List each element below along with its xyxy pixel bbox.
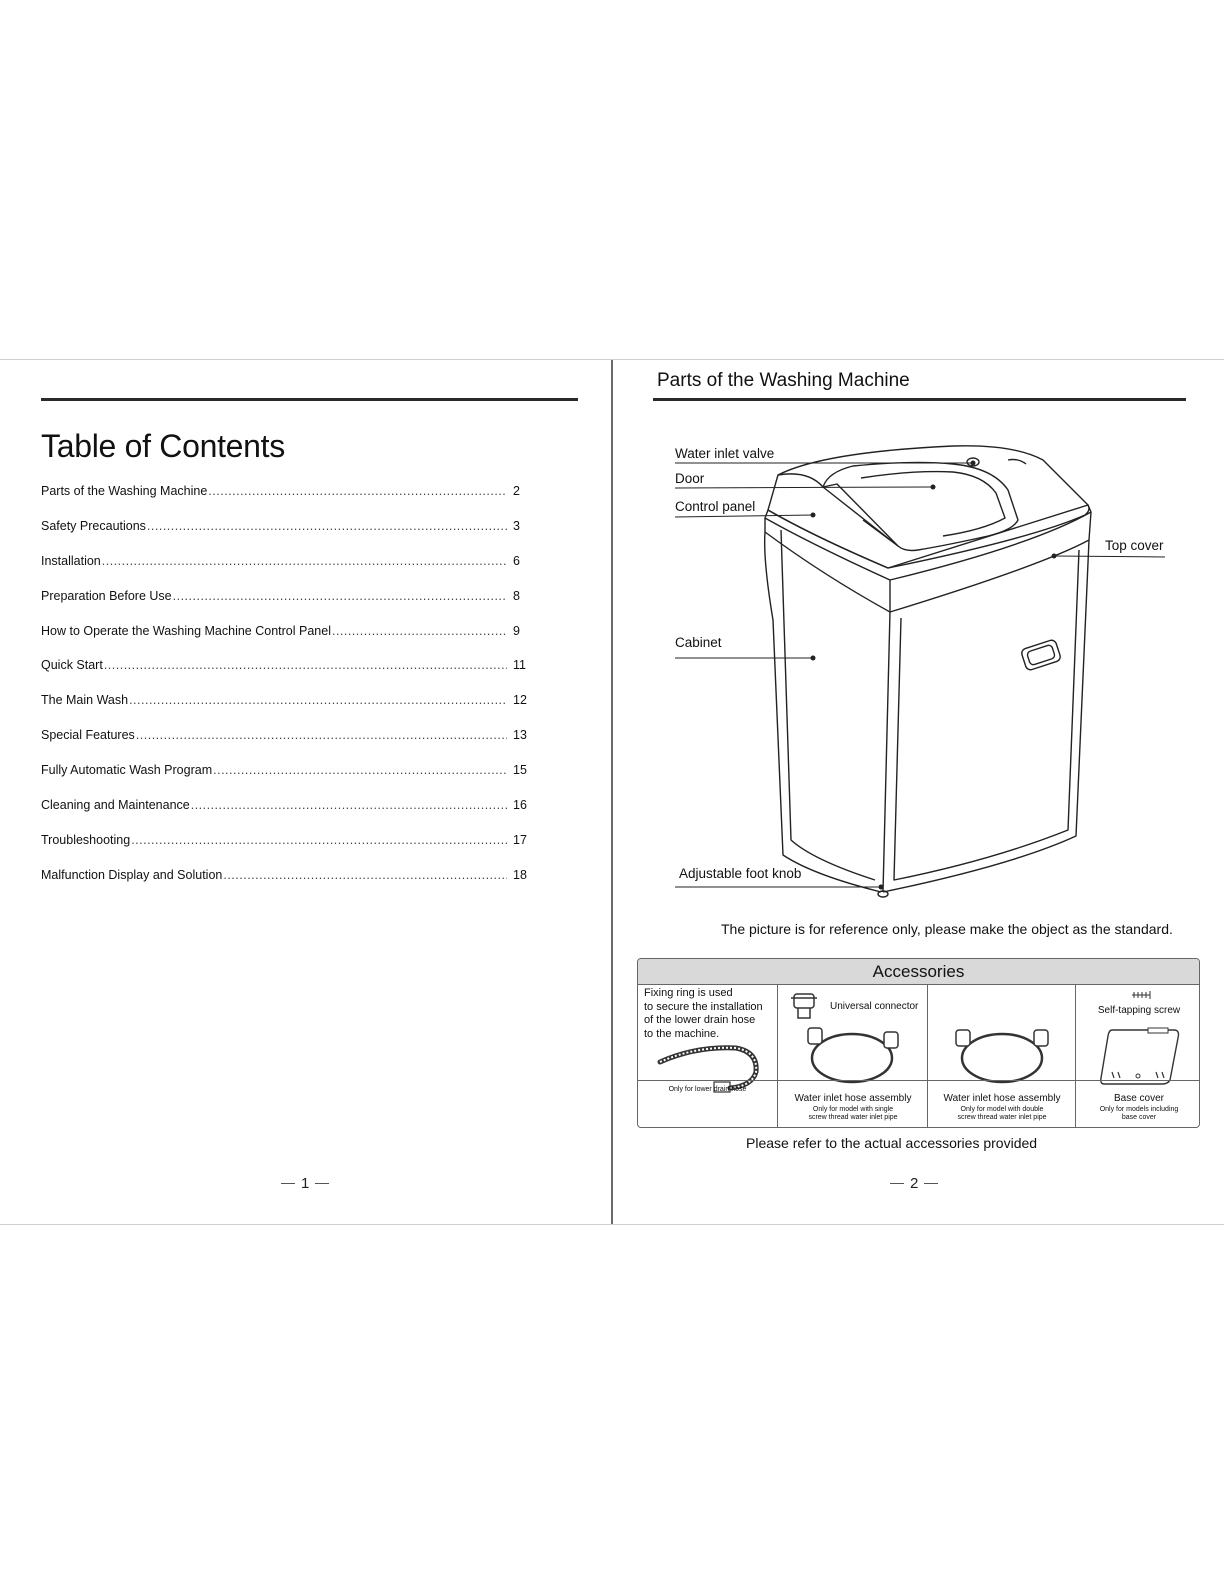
- double-hose-caption: Water inlet hose assembly: [943, 1093, 1061, 1104]
- screw-label: Self-tapping screw: [1097, 1005, 1181, 1016]
- toc-entry-page: 17: [513, 832, 527, 847]
- toc-entry[interactable]: [41, 658, 529, 693]
- cabinet-side-inner: [894, 550, 1079, 880]
- toc-leader: [136, 728, 507, 742]
- accessories-heading: Accessories: [638, 959, 1199, 985]
- accessories-refer-note: Please refer to the actual accessories provided: [746, 1135, 1038, 1151]
- screw-icon: [1130, 990, 1156, 1000]
- toc-leader: [208, 484, 507, 498]
- callout-top-cover: Top cover: [1105, 538, 1164, 553]
- page-number-value: 2: [910, 1175, 919, 1192]
- cabinet-front-corner: [883, 612, 890, 892]
- callout-adjustable-foot-knob: Adjustable foot knob: [679, 866, 802, 881]
- accessory-base-cover: [1075, 984, 1200, 1128]
- callout-control-panel: Control panel: [675, 499, 756, 514]
- top-lid-outline: [768, 446, 1089, 568]
- page-dash: [924, 1183, 938, 1184]
- fixing-ring-line: to the machine.: [644, 1027, 720, 1040]
- accessories-divider: [638, 1080, 1200, 1081]
- callout-water-inlet-valve: Water inlet valve: [675, 446, 775, 461]
- toc-entry[interactable]: [41, 554, 529, 589]
- toc-entry-page: 11: [513, 658, 526, 673]
- toc-entry-page: 6: [513, 553, 520, 568]
- side-handle-inner: [1026, 644, 1055, 665]
- lid-recess-left: [778, 474, 823, 487]
- toc-entry-label: Parts of the Washing Machine: [41, 484, 208, 498]
- toc-entry-label: Preparation Before Use: [41, 588, 172, 603]
- toc-entry[interactable]: [41, 798, 529, 833]
- page-dash: [890, 1183, 904, 1184]
- reference-note: The picture is for reference only, please make the object as the standard.: [721, 921, 1173, 937]
- base-cover-caption: Base cover: [1113, 1093, 1165, 1104]
- fixing-ring-note: Only for lower drain hose: [668, 1086, 747, 1093]
- toc-leader: [332, 624, 507, 638]
- toc-entry-label: How to Operate the Washing Machine Control Panel: [41, 623, 331, 638]
- toc-list: [41, 484, 529, 903]
- inlet-hose-double-icon: [952, 1024, 1052, 1088]
- toc-entry-page: 3: [513, 518, 520, 533]
- universal-hose-note-line: screw thread water inlet pipe: [808, 1114, 898, 1121]
- page-dash: [315, 1183, 329, 1184]
- cabinet-side: [883, 540, 1089, 892]
- header-rule: [41, 398, 578, 401]
- universal-hose-caption: Water inlet hose assembly: [794, 1093, 912, 1104]
- universal-hose-note-line: Only for model with single: [812, 1106, 894, 1113]
- leader-door: [675, 487, 933, 488]
- leader-control-panel: [675, 515, 813, 517]
- toc-entry-label: Fully Automatic Wash Program: [41, 763, 213, 778]
- accessories-table: [637, 958, 1200, 1128]
- accessory-double-hose: [927, 984, 1075, 1128]
- toc-leader: [131, 833, 507, 847]
- parts-title: Parts of the Washing Machine: [657, 370, 910, 391]
- toc-entry[interactable]: [41, 484, 529, 519]
- side-handle: [1020, 639, 1061, 671]
- toc-leader: [129, 693, 507, 707]
- page-dash: [281, 1183, 295, 1184]
- toc-entry[interactable]: [41, 624, 529, 659]
- toc-leader: [104, 658, 507, 672]
- page-number-left: [281, 1175, 329, 1192]
- cabinet-front-inner: [781, 530, 875, 880]
- callout-cabinet: Cabinet: [675, 635, 722, 650]
- toc-entry-page: 16: [513, 798, 527, 813]
- toc-leader: [147, 519, 507, 533]
- toc-entry-page: 12: [513, 693, 527, 708]
- accessory-fixing-ring: [638, 984, 777, 1128]
- door-outline: [823, 462, 1018, 550]
- toc-entry[interactable]: [41, 693, 529, 728]
- toc-entry-label: Quick Start: [41, 658, 103, 673]
- fixing-ring-text: [644, 987, 763, 1041]
- toc-entry-label: Special Features: [41, 728, 135, 743]
- door-window: [861, 472, 1005, 536]
- toc-entry-page: 18: [513, 867, 527, 882]
- toc-entry[interactable]: [41, 868, 529, 903]
- toc-leader: [213, 763, 507, 777]
- toc-entry[interactable]: [41, 833, 529, 868]
- universal-connector-icon: [786, 988, 822, 1024]
- base-cover-note-line: Only for models including: [1099, 1106, 1179, 1113]
- double-hose-note-line: screw thread water inlet pipe: [957, 1114, 1047, 1121]
- fixing-ring-line: Fixing ring is used: [644, 987, 733, 999]
- base-cover-note: [1076, 1106, 1200, 1122]
- toc-entry-page: 9: [513, 623, 520, 638]
- page-left: [0, 360, 612, 1224]
- inlet-hose-single-icon: [804, 1024, 904, 1088]
- page-number-right: [890, 1175, 938, 1192]
- toc-entry-label: Malfunction Display and Solution: [41, 867, 223, 882]
- leader-top-cover: [1054, 556, 1165, 557]
- toc-entry[interactable]: [41, 519, 529, 554]
- page-right: [613, 360, 1224, 1224]
- page-number-value: 1: [301, 1175, 310, 1192]
- manual-spread: [0, 359, 1224, 1225]
- toc-entry-label: Safety Precautions: [41, 518, 146, 533]
- toc-entry[interactable]: [41, 589, 529, 624]
- toc-entry-label: The Main Wash: [41, 693, 129, 708]
- toc-entry-page: 2: [513, 484, 520, 498]
- accessory-universal-connector: [777, 984, 927, 1128]
- toc-leader: [191, 798, 507, 812]
- toc-title: Table of Contents: [41, 428, 285, 464]
- toc-leader: [102, 554, 507, 568]
- toc-entry[interactable]: [41, 728, 529, 763]
- universal-connector-label: Universal connector: [830, 1001, 919, 1012]
- toc-entry-label: Troubleshooting: [41, 832, 131, 847]
- fixing-ring-line: to secure the installation: [644, 1000, 763, 1013]
- universal-hose-note: [778, 1106, 928, 1122]
- toc-entry[interactable]: [41, 763, 529, 798]
- toc-entry-page: 13: [513, 728, 527, 743]
- inlet-valve-edge: [1008, 460, 1026, 465]
- double-hose-note: [928, 1106, 1076, 1122]
- toc-leader: [173, 589, 507, 603]
- toc-leader: [223, 868, 507, 882]
- toc-entry-page: 8: [513, 588, 520, 603]
- base-cover-note-line: base cover: [1121, 1114, 1157, 1121]
- double-hose-note-line: Only for model with double: [960, 1106, 1044, 1113]
- callout-door: Door: [675, 471, 705, 486]
- control-panel-edge: [863, 520, 898, 546]
- base-cover-icon: [1098, 1026, 1182, 1088]
- toc-entry-page: 15: [513, 763, 527, 778]
- toc-entry-label: Installation: [41, 553, 101, 568]
- fixing-ring-line: of the lower drain hose: [644, 1014, 756, 1026]
- toc-entry-label: Cleaning and Maintenance: [41, 798, 190, 813]
